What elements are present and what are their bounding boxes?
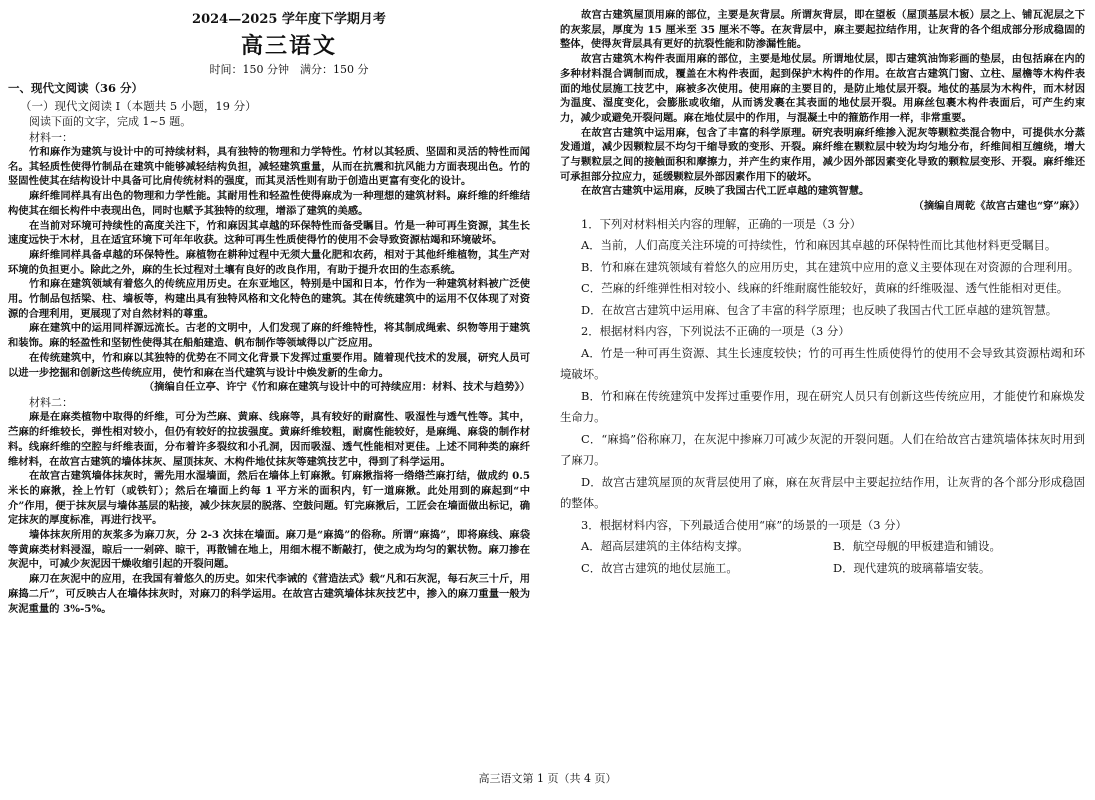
option-b: B．竹和麻在传统建筑中发挥过重要作用，现在研究人员只有创新这些传统应用，才能使竹和麻焕发生命力。 (560, 388, 1085, 425)
option-c: C．苎麻的纤维弹性相对较小、线麻的纤维耐腐性能较好，黄麻的纤维吸湿、透气性能相对更佳。 (581, 281, 1069, 296)
material2-paragraph: 墙体抹灰所用的灰浆多为麻刀灰，分 2-3 次抹在墙面。麻刀是“麻捣”的俗称。所谓“麻捣”，即将麻线、麻袋等黄麻类材料浸湿，晾后一一剁碎、晾干，再散铺在地上，用细木棍不断敲打，使之成为均匀的絮状物。麻刀掺在灰泥中，可减少灰泥因干燥收缩引起的开裂问题。 (8, 529, 530, 571)
exam-meta: 时间：150 分钟 满分：150 分 (209, 63, 369, 76)
option-b: B．竹和麻在建筑领域有着悠久的应用历史，其在建筑中应用的意义主要体现在对资源的合理利用。 (581, 259, 1080, 274)
material2-paragraph: 麻是在麻类植物中取得的纤维，可分为苎麻、黄麻、线麻等，具有较好的耐腐性、吸湿性与透气性等。其中，苎麻的纤维较长，弹性相对较小，但仍有较好的拉拔强度。黄麻纤维较粗，耐腐性能较好，是麻绳、麻袋的制作材料。线麻纤维的空腔与纤维表面，分布着许多裂纹和小孔洞，因而吸湿、透气性能相对更佳。上述不同种类的麻纤维材料，在故宫古建筑的墙体抹灰、屋顶抹灰、木构件地仗抹灰等建筑技艺中，得到了科学运用。 (8, 411, 530, 468)
option-b: B．航空母舰的甲板建造和铺设。 (833, 539, 1001, 554)
material2-label: 材料二： (29, 395, 73, 409)
material2-paragraph: 麻刀在灰泥中的应用，在我国有着悠久的历史。如宋代李诫的《营造法式》载“凡和石灰泥，每石灰三十斤，用麻捣二斤”，可反映古人在墙体抹灰时，对麻刀的科学运用。在故宫古建筑墙体抹灰技艺中，掺入的麻刀重量一般为灰泥重量的 3%-5%。 (8, 573, 530, 615)
material1-paragraph: 麻纤维同样具备卓越的环保特性。麻植物在耕种过程中无须大量化肥和农药，相对于其他纤维植物，其生产对环境的负担更小。除此之外，麻的生长过程对土壤有良好的改良作用，有助于提升农田的生态系统。 (8, 248, 530, 276)
subsection-heading: （一）现代文阅读 I（本题共 5 小题，19 分） (20, 99, 257, 113)
question-1 (560, 214, 1085, 322)
section-heading: 一、现代文阅读（36 分） (8, 81, 144, 95)
subject-title: 高三语文 (240, 33, 337, 59)
option-a: A．竹是一种可再生资源、其生长速度较快；竹的可再生性质使得竹的使用不会导致其资源枯竭和环境破坏。 (560, 345, 1085, 382)
material1-paragraph: 麻纤维同样具有出色的物理和力学性能。其耐用性和轻盈性使得麻成为一种理想的建筑材料。麻纤维的纤维结构使其在细长构件中表现出色，同时也赋予其独特的纹理，增添了建筑的美感。 (8, 190, 530, 217)
material2-paragraph: 在故宫古建筑中运用麻，反映了我国古代工匠卓越的建筑智慧。 (581, 185, 870, 198)
option-d: D．现代建筑的玻璃幕墙安装。 (833, 560, 991, 575)
material1-paragraph: 竹和麻在建筑领域有着悠久的传统应用历史。在东亚地区，特别是中国和日本，竹作为一种建筑材料被广泛使用。竹制品包括梁、柱、墙板等，构建出具有独特风格和文化特色的建筑。其在传统建筑中的运用不仅体现了对资源的合理利用，更展现了对自然材料的尊重。 (8, 278, 530, 320)
material1-paragraph: 麻在建筑中的运用同样源远流长。古老的文明中，人们发现了麻的纤维特性，将其制成绳索、织物等用于建筑和装饰。麻的轻盈性和坚韧性使得其在船舶建造、帆布制作等领域得以广泛应用。 (8, 322, 530, 350)
right-column (560, 0, 1085, 579)
material1-label: 材料一： (29, 130, 73, 144)
option-a: A．当前，人们高度关注环境的可持续性，竹和麻因其卓越的环保特性而比其他材料更受瞩目。 (581, 238, 1057, 253)
page-footer: 高三语文第 1 页（共 4 页） (478, 772, 617, 785)
option-a: A．超高层建筑的主体结构支撑。 (581, 539, 749, 554)
options-row (560, 558, 1085, 580)
material1-citation: （摘编自任立亭、许宁《竹和麻在建筑与设计中的可持续应用：材料、技术与趋势》） (143, 381, 530, 394)
option-d: D．故宫古建筑屋顶的灰背层使用了麻，麻在灰背层中主要起拉结作用，让灰背的各个部分形成稳固的整体。 (560, 474, 1085, 511)
material2-paragraph: 在故宫古建筑墙体抹灰时，需先用水湿墙面，然后在墙体上钉麻揪。钉麻揪指将一绺绺苎麻打结，做成约 0.5 米长的麻揪，拴上竹钉（或铁钉）；然后在墙面上约每 1 平方米的面积内，钉一道麻揪。此处用到的麻起到“中介”作用，便于抹灰层与墙体基层的粘接，减少抹灰层的脱落、空鼓问题。钉完麻揪后，工匠会在墙面做出标记，确定抹灰的厚度标准，再进行找平。 (8, 470, 530, 527)
material2-paragraph: 在故宫古建筑中运用麻，包含了丰富的科学原理。研究表明麻纤维掺入泥灰等颗粒类混合物中，可提供水分蒸发通道，减少因颗粒层不均匀干缩导致的变形、开裂。麻纤维在颗粒层中较为均匀地分布，纤维间相互缠绕，增大了与颗粒层之间的接触面积和摩擦力，并产生约束作用，减少因外部因素变化导致的颗粒层变形、开裂。麻纤维还可承担部分拉应力，延缓颗粒层外部因素作用下的破坏。 (560, 126, 1085, 183)
question-2 (560, 321, 1085, 515)
material2-paragraph: 故宫古建筑木构件表面用麻的部位，主要是地仗层。所谓地仗层，即古建筑油饰彩画的垫层，由包括麻在内的多种材料混合调制而成，覆盖在木构件表面，起到保护木构件的作用。在故宫古建筑门窗、立柱、屋檐等木构件表面的地仗层施工技艺中，麻被多次使用。使用麻的主要目的，是防止地仗层开裂。地仗的基层为木构件，而木材因为温度、湿度变化，会膨胀或收缩，从而诱发裹在其表面的地仗层开裂。用麻丝包裹木构件表面后，可产生约束力，减少或避免开裂问题。麻在地仗层中的作用，与混凝土中的箍筋作用一样，非常重要。 (560, 53, 1085, 124)
question-stem: 2．根据材料内容，下列说法不正确的一项是（3 分） (581, 324, 850, 339)
options-row (560, 536, 1085, 558)
option-c: C．“麻捣”俗称麻刀，在灰泥中掺麻刀可减少灰泥的开裂问题。人们在给故宫古建筑墙体抹灰时用到了麻刀。 (560, 431, 1085, 468)
reading-instruction: 阅读下面的文字，完成 1~5 题。 (29, 115, 192, 128)
question-3 (560, 515, 1085, 580)
material1-paragraph: 在传统建筑中，竹和麻以其独特的优势在不同文化背景下发挥过重要作用。随着现代技术的发展，研究人员可以进一步挖掘和创新这些传统应用，使竹和麻在当代建筑与设计中焕发新的生命力。 (8, 351, 530, 379)
left-column (8, 0, 530, 616)
option-d: D．在故宫古建筑中运用麻、包含了丰富的科学原理；也反映了我国古代工匠卓越的建筑智慧。 (581, 302, 1058, 317)
question-stem: 3．根据材料内容，下列最适合使用“麻”的场景的一项是（3 分） (581, 517, 907, 532)
material1-paragraph: 在当前对环境可持续性的高度关注下，竹和麻因其卓越的环保特性而备受瞩目。竹是一种可再生资源，其生长速度远快于木材，且在适宜环境下可年年收获。这种可再生性质使得竹的使用不会导致资源枯竭和环境破坏。 (8, 219, 530, 247)
material2-paragraph: 故宫古建筑屋顶用麻的部位，主要是灰背层。所谓灰背层，即在望板（屋顶基层木板）层之上、铺瓦泥层之下的灰浆层，厚度为 15 厘米至 35 厘米不等。在灰背层中，麻主要起拉结作用，让灰背的各个组成部分形成稳固的整体，使得灰背层具有更好的抗裂性能和防渗漏性能。 (560, 9, 1085, 51)
option-c: C．故宫古建筑的地仗层施工。 (581, 560, 738, 575)
exam-title: 2024—2025 学年度下学期月考 (192, 12, 386, 27)
question-stem: 1．下列对材料相关内容的理解，正确的一项是（3 分） (581, 216, 862, 231)
material1-paragraph: 竹和麻作为建筑与设计中的可持续材料，具有独特的物理和力学特性。竹材以其轻质、坚固和灵活的特性而闻名。其轻质性使得竹制品在建筑中能够减轻结构负担，减轻建筑重量，从而在抗震和抗风能力方面表现出色。竹的竖固性使其在结构设计中具备可比肩传统材料的强度，而其灵活性则有助于创造出更富有变化的设计。 (8, 146, 530, 188)
material2-citation: （摘编自周乾《故宫古建也“穿”麻》） (913, 200, 1085, 213)
